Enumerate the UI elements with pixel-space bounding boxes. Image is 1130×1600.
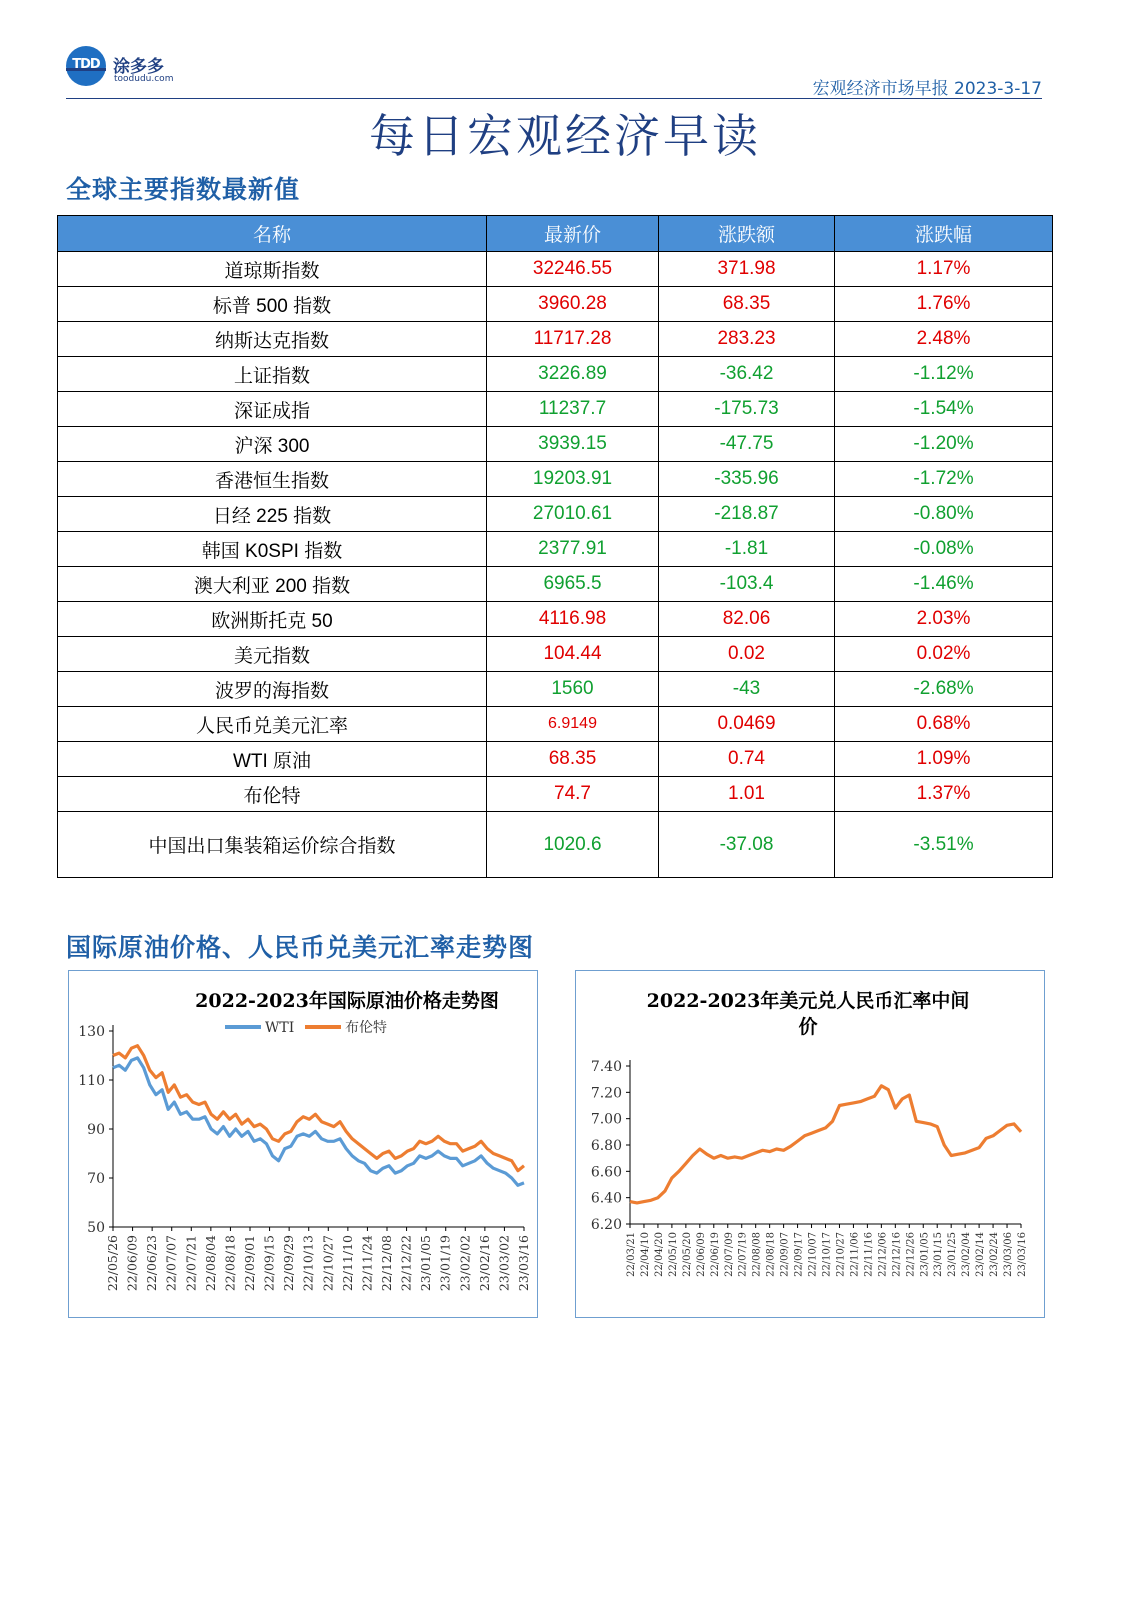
cell-name: 美元指数 <box>58 637 487 672</box>
x-tick-label: 23/01/05 <box>919 1232 931 1277</box>
x-tick-label: 23/03/16 <box>1017 1232 1028 1277</box>
y-tick-label: 6.20 <box>590 1217 622 1233</box>
table-row <box>58 357 1053 392</box>
section-title-indices: 全球主要指数最新值 <box>66 175 301 204</box>
table-header-row <box>58 216 1053 252</box>
cell-price: 11237.7 <box>487 392 659 427</box>
chart-title: 2022-2023年美元兑人民币汇率中间 <box>646 990 970 1012</box>
page-title: 每日宏观经济早读 <box>369 109 761 163</box>
x-tick-label: 23/03/02 <box>496 1235 512 1292</box>
x-tick-label: 23/03/06 <box>1003 1232 1015 1277</box>
x-tick-label: 22/07/07 <box>163 1235 179 1292</box>
table-row <box>58 742 1053 777</box>
x-tick-label: 22/06/09 <box>695 1232 707 1277</box>
table-row <box>58 252 1053 287</box>
cell-pct: -3.51% <box>835 812 1053 878</box>
y-tick-label: 6.60 <box>590 1164 622 1181</box>
cell-name: 标普 500 指数 <box>58 287 487 322</box>
x-tick-label: 22/09/15 <box>261 1235 277 1292</box>
cell-change: -335.96 <box>659 462 835 497</box>
cell-pct: 0.02% <box>835 637 1053 672</box>
legend-label: 布伦特 <box>345 1020 387 1036</box>
x-tick-label: 22/12/16 <box>891 1232 903 1277</box>
cell-change: -175.73 <box>659 392 835 427</box>
x-tick-label: 22/10/13 <box>300 1235 316 1292</box>
cell-price: 19203.91 <box>487 462 659 497</box>
cell-change: 1.01 <box>659 777 835 812</box>
table-row <box>58 427 1053 462</box>
x-tick-label: 22/09/17 <box>793 1232 805 1277</box>
y-tick-label: 90 <box>87 1122 105 1138</box>
cell-name: 欧洲斯托克 50 <box>58 602 487 637</box>
x-tick-label: 22/12/22 <box>398 1235 414 1292</box>
x-tick-label: 22/05/10 <box>667 1232 679 1277</box>
cell-price: 3939.15 <box>487 427 659 462</box>
legend-label: WTI <box>265 1020 295 1036</box>
section-title-charts: 国际原油价格、人民币兑美元汇率走势图 <box>66 933 535 962</box>
x-tick-label: 22/08/04 <box>202 1235 218 1292</box>
cell-pct: 2.48% <box>835 322 1053 357</box>
table-row <box>58 637 1053 672</box>
cell-change: -218.87 <box>659 497 835 532</box>
x-tick-label: 22/11/16 <box>863 1232 875 1277</box>
x-tick-label: 22/06/23 <box>144 1235 160 1292</box>
y-tick-label: 110 <box>78 1073 105 1089</box>
cell-name: WTI 原油 <box>58 742 487 777</box>
series-line-1 <box>113 1046 524 1171</box>
x-tick-label: 22/06/09 <box>124 1235 140 1292</box>
cell-pct: -1.12% <box>835 357 1053 392</box>
y-tick-label: 7.20 <box>590 1085 622 1102</box>
cell-name: 澳大利亚 200 指数 <box>58 567 487 602</box>
cell-price: 27010.61 <box>487 497 659 532</box>
x-tick-label: 23/02/14 <box>975 1232 987 1277</box>
cell-name: 韩国 K0SPI 指数 <box>58 532 487 567</box>
cell-change: -37.08 <box>659 812 835 878</box>
x-tick-label: 22/08/18 <box>765 1232 777 1277</box>
cell-price: 11717.28 <box>487 322 659 357</box>
cell-name: 人民币兑美元汇率 <box>58 707 487 742</box>
header-divider <box>66 98 1042 99</box>
table-row <box>58 532 1053 567</box>
logo-site: toodudu.com <box>114 74 174 84</box>
col-header-change: 涨跌额 <box>659 216 835 252</box>
series-line-0 <box>630 1086 1021 1203</box>
table-row <box>58 287 1053 322</box>
x-tick-label: 22/10/27 <box>320 1235 336 1292</box>
oil-price-chart-svg <box>69 971 537 1317</box>
table-row <box>58 812 1053 878</box>
x-tick-label: 22/05/20 <box>681 1232 693 1277</box>
x-tick-label: 22/10/17 <box>821 1232 833 1277</box>
oil-price-chart <box>68 970 538 1318</box>
x-tick-label: 23/02/04 <box>961 1232 973 1277</box>
table-row <box>58 462 1053 497</box>
x-tick-label: 22/07/21 <box>183 1235 199 1292</box>
y-tick-label: 6.40 <box>590 1190 622 1207</box>
x-tick-label: 22/10/27 <box>835 1232 847 1277</box>
cell-price: 6.9149 <box>487 707 659 742</box>
cell-pct: -0.08% <box>835 532 1053 567</box>
y-tick-label: 50 <box>87 1220 105 1236</box>
logo-name: 涂多多 <box>113 57 164 77</box>
x-tick-label: 22/11/24 <box>359 1235 375 1292</box>
report-label: 宏观经济市场早报 2023-3-17 <box>812 79 1042 99</box>
fx-rate-chart <box>575 970 1045 1318</box>
cell-pct: 1.09% <box>835 742 1053 777</box>
table-row <box>58 392 1053 427</box>
x-tick-label: 22/03/21 <box>626 1232 637 1277</box>
table-row <box>58 567 1053 602</box>
y-tick-label: 7.40 <box>590 1059 622 1075</box>
cell-pct: 2.03% <box>835 602 1053 637</box>
x-tick-label: 23/01/05 <box>418 1235 434 1292</box>
cell-pct: -1.20% <box>835 427 1053 462</box>
cell-name: 纳斯达克指数 <box>58 322 487 357</box>
x-tick-label: 23/01/25 <box>947 1232 959 1277</box>
y-tick-label: 7.00 <box>590 1111 622 1128</box>
col-header-price: 最新价 <box>487 216 659 252</box>
fx-rate-chart-svg <box>576 971 1044 1317</box>
x-tick-label: 22/12/06 <box>877 1232 889 1277</box>
cell-pct: -1.46% <box>835 567 1053 602</box>
table-body <box>58 252 1053 878</box>
x-tick-label: 22/09/29 <box>281 1235 297 1292</box>
x-tick-label: 22/07/19 <box>737 1232 749 1277</box>
table-row <box>58 497 1053 532</box>
x-tick-label: 23/01/15 <box>933 1232 945 1277</box>
cell-change: 283.23 <box>659 322 835 357</box>
x-tick-label: 22/07/09 <box>723 1232 735 1277</box>
x-tick-label: 22/11/06 <box>849 1232 861 1277</box>
x-tick-label: 22/08/18 <box>222 1235 238 1292</box>
x-tick-label: 22/05/26 <box>105 1235 120 1292</box>
table-row <box>58 602 1053 637</box>
cell-name: 香港恒生指数 <box>58 462 487 497</box>
cell-price: 1560 <box>487 672 659 707</box>
cell-pct: 0.68% <box>835 707 1053 742</box>
cell-pct: -0.80% <box>835 497 1053 532</box>
cell-price: 74.7 <box>487 777 659 812</box>
cell-name: 波罗的海指数 <box>58 672 487 707</box>
cell-price: 3960.28 <box>487 287 659 322</box>
x-tick-label: 22/08/08 <box>751 1232 763 1277</box>
cell-price: 2377.91 <box>487 532 659 567</box>
y-tick-label: 70 <box>87 1171 105 1187</box>
cell-change: -1.81 <box>659 532 835 567</box>
logo-mark: TDD <box>72 57 100 72</box>
cell-change: 82.06 <box>659 602 835 637</box>
x-tick-label: 23/01/19 <box>437 1235 453 1292</box>
cell-change: 0.74 <box>659 742 835 777</box>
cell-name: 日经 225 指数 <box>58 497 487 532</box>
cell-name: 上证指数 <box>58 357 487 392</box>
cell-name: 道琼斯指数 <box>58 252 487 287</box>
x-tick-label: 23/03/16 <box>516 1235 531 1292</box>
x-tick-label: 23/02/24 <box>989 1232 1001 1277</box>
cell-pct: 1.37% <box>835 777 1053 812</box>
chart-title: 价 <box>798 1016 818 1038</box>
y-tick-label: 130 <box>78 1024 105 1040</box>
y-tick-label: 6.80 <box>590 1138 622 1154</box>
col-header-name: 名称 <box>58 216 487 252</box>
table-row <box>58 322 1053 357</box>
indices-table <box>57 215 1053 878</box>
cell-change: -43 <box>659 672 835 707</box>
cell-change: -47.75 <box>659 427 835 462</box>
cell-change: -36.42 <box>659 357 835 392</box>
x-tick-label: 22/10/07 <box>807 1232 819 1277</box>
x-tick-label: 22/11/10 <box>339 1235 355 1292</box>
cell-price: 68.35 <box>487 742 659 777</box>
table-row <box>58 707 1053 742</box>
x-tick-label: 22/09/01 <box>242 1235 257 1292</box>
table-row <box>58 672 1053 707</box>
x-tick-label: 22/09/07 <box>779 1232 791 1277</box>
cell-change: -103.4 <box>659 567 835 602</box>
cell-change: 68.35 <box>659 287 835 322</box>
cell-name: 中国出口集装箱运价综合指数 <box>58 812 487 878</box>
series-line-0 <box>113 1058 524 1185</box>
cell-price: 6965.5 <box>487 567 659 602</box>
cell-price: 32246.55 <box>487 252 659 287</box>
x-tick-label: 22/06/19 <box>709 1232 721 1277</box>
cell-change: 371.98 <box>659 252 835 287</box>
x-tick-label: 23/02/16 <box>476 1235 492 1292</box>
cell-name: 沪深 300 <box>58 427 487 462</box>
cell-change: 0.0469 <box>659 707 835 742</box>
cell-price: 104.44 <box>487 637 659 672</box>
cell-pct: 1.17% <box>835 252 1053 287</box>
cell-price: 3226.89 <box>487 357 659 392</box>
cell-pct: -1.72% <box>835 462 1053 497</box>
cell-pct: 1.76% <box>835 287 1053 322</box>
cell-pct: -1.54% <box>835 392 1053 427</box>
x-tick-label: 22/04/10 <box>639 1232 651 1277</box>
brand-logo <box>66 46 226 90</box>
cell-price: 4116.98 <box>487 602 659 637</box>
x-tick-label: 22/04/20 <box>653 1232 665 1277</box>
cell-name: 深证成指 <box>58 392 487 427</box>
x-tick-label: 22/12/26 <box>905 1232 917 1277</box>
cell-name: 布伦特 <box>58 777 487 812</box>
x-tick-label: 22/12/08 <box>379 1235 394 1292</box>
table-row <box>58 777 1053 812</box>
chart-title: 2022-2023年国际原油价格走势图 <box>195 990 499 1012</box>
cell-change: 0.02 <box>659 637 835 672</box>
x-tick-label: 23/02/02 <box>457 1235 473 1292</box>
cell-pct: -2.68% <box>835 672 1053 707</box>
cell-price: 1020.6 <box>487 812 659 878</box>
col-header-pct: 涨跌幅 <box>835 216 1053 252</box>
